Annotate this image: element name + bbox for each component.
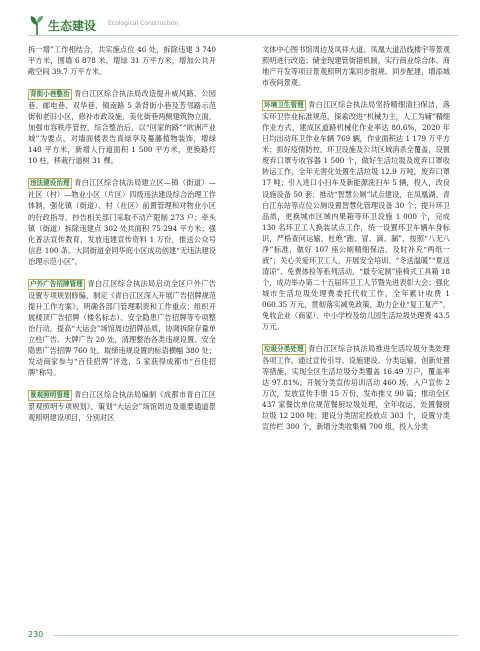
paragraph-text: 青白江区综合执法局建立区—镇（街道）—社区（村）—物业小区（片区）四级违法建设综合治理工作体制，强化镇（街道）、村（社区）前置管理和对物业小区的行政指导，抄告相关部门采取不动产限制 273 户；牵头镇（街道）拆除违建点 302 处共面积 75 294 平方米；强化普法宣传教育，发放违建宣传资料 1 万份，推送公众号信息 100 条。大同街道金同华庭小区成功创建“无违法建设治理示范小区”。: [28, 178, 216, 266]
paragraph: [262, 343, 450, 432]
section-title: 生态建设: [48, 19, 97, 33]
topic-tag: 环境卫生管理: [264, 101, 304, 110]
footer-rule: [54, 635, 458, 636]
header-rule: [28, 35, 458, 36]
page-number: 230: [28, 630, 44, 639]
left-column: [28, 44, 216, 434]
topic-tag: 户外广告招牌管理: [30, 279, 83, 288]
paragraph: [28, 177, 216, 266]
paragraph: [28, 278, 216, 378]
paragraph-text: 拆一增”工作相结合，共实施点位 46 处，拆除违建 3 740 平方米，围墙 6 878 米，增绿 31 万平方米，增加公共开敞空间 39.7 万平方米。: [28, 45, 216, 77]
topic-tag: 垃圾分类处理: [264, 345, 304, 354]
sprout-logo-icon: [28, 14, 46, 36]
paragraph-text: 文体中心图书馆周边及凤祥大道、凤凰大道沿线楼宇等景观照明进行改造；储金现建管街措机制，实行商业综合体、商地产开发等项目景观照明方案同步报规、同步配建，增添城市夜间景观。: [262, 45, 450, 88]
page-header: [28, 14, 458, 38]
paragraph-text: 青白江区综合执法局编制《成都市青白江区景观照明专项规划》，策划“大运会”场馆周边及重要通道景观照明建设项目，分别对区: [28, 390, 216, 423]
paragraph: [28, 88, 216, 166]
topic-tag: 景观照明管理: [30, 391, 70, 400]
paragraph-text: 青白江区综合执法局坚持精细清扫保洁，落实环卫作业标准规范，探索改进“机械为主，人工为辅”精细作业方式，建成区道路机械化作业率达 80.6%，2020 年日均出动环卫作业车辆 769 辆，作业面积达 1 179 万平方米；抓好疫情防控，环卫设施及公共区域消杀全覆盖，设置废弃口罩专收容器 1 500 个，做好生活垃圾及废弃口罩收转运工作，全年无害化处置生活垃圾 12.9 万吨，废弃口罩 17 吨；引入进口小扫车及新能源洗扫车 5 辆，投入，改良设施设备 50 套；推动“智慧公厕”试点建设，在凤凰湖、青白江东站等点位公厕设置智慧化管理设备 30 个；提升环卫品质，更换城市区域内果箱等环卫设施 1 000 个，完成 130 名环卫工人换装试点工作，统一设置环卫车辆车身标识，严格查问运输，杜绝“跑、冒、滴、漏”，按照“八无八净”标准，做好 107 座公厕精细保洁，及时补充“两纸一液”；关心关爱环卫工人，开展安全培训、“冬送温暖”“夏送清凉”、免费体检等系列活动，“最专定制”座椅式工具箱 18 个，成功举办第二十五届环卫工人节暨先进表彰大会；强化城市生活垃圾处理费委托代收工作，全年累计收费 1 060.35 万元，贯彻落实减免政策，助力企业“复工复产”，免收企业（商家）、中小学校及幼儿园生活垃圾处理费 43.5 万元。: [262, 100, 450, 332]
section-subtitle: Ecological Construction: [108, 20, 179, 27]
paragraph-text: 青白江区综合执法局改造提升威风路、公园巷、邮电巷、双华巷、镇南路 5 条背街小巷及芳邻路示范街和老旧小区，修补市政设施，美化街巷两侧建筑物立面，加强市容秩序管控，综合整治后，以“回家的路”“欧洲产业城”为要点，对墙面楼表告真绿享及蔓藤植物装饰，增绿 140 平方米，新增人行道面积 1 500 平方米，更换路灯 10 柱，移栽行道树 31 棵。: [28, 89, 216, 166]
paragraph-text: 青白江区综合执法局启动全区户外广告设置专项规划修编，制定《青白江区深入开展广告招牌规范提升工作方案》，明确各部门管理职责和工作重点；组织开展楼顶广告招牌（楼名标志）、安全隐患广告招牌等专项整治行动，提高“大运会”场馆周边招牌品质，协调拆除存量单立柱广告、大牌广告 20 处，清理整治各类违规设置、安全隐患广告招牌 760 处，取缔违规设置的标语横幅 380 处；发动商家参与“百佳招牌”评选，5 家获得成都市“百佳招牌”称号。: [28, 278, 216, 378]
topic-tag: 违法建设治理: [30, 179, 70, 188]
topic-tag: 背街小巷整治: [30, 90, 70, 99]
paragraph: [28, 44, 216, 77]
paragraph-text: 青白江区综合执法局推进生活垃圾分类处理各项工作，通过宣传引导、设施建设、分类运输、创新处置等措施，实现全区生活垃圾分类覆盖 16.49 万户，覆盖率达 97.81%；开展分类宣传培训活动 460 场，入户宣传 2 万次，发放宣传手册 15 万份，发布推文 90 篇；推动全区 437 家餐饮单位规范餐厨垃圾处理，全年收运、处置餐厨垃圾 12 200 吨；建设分类固定投放点 303 个，设置分类宣传栏 300 个，新增分类收集桶 700 组，投入分类: [262, 344, 450, 432]
right-column: [262, 44, 450, 443]
paragraph: [262, 99, 450, 332]
paragraph: [262, 44, 450, 88]
page-footer: [28, 630, 458, 644]
paragraph: [28, 389, 216, 423]
